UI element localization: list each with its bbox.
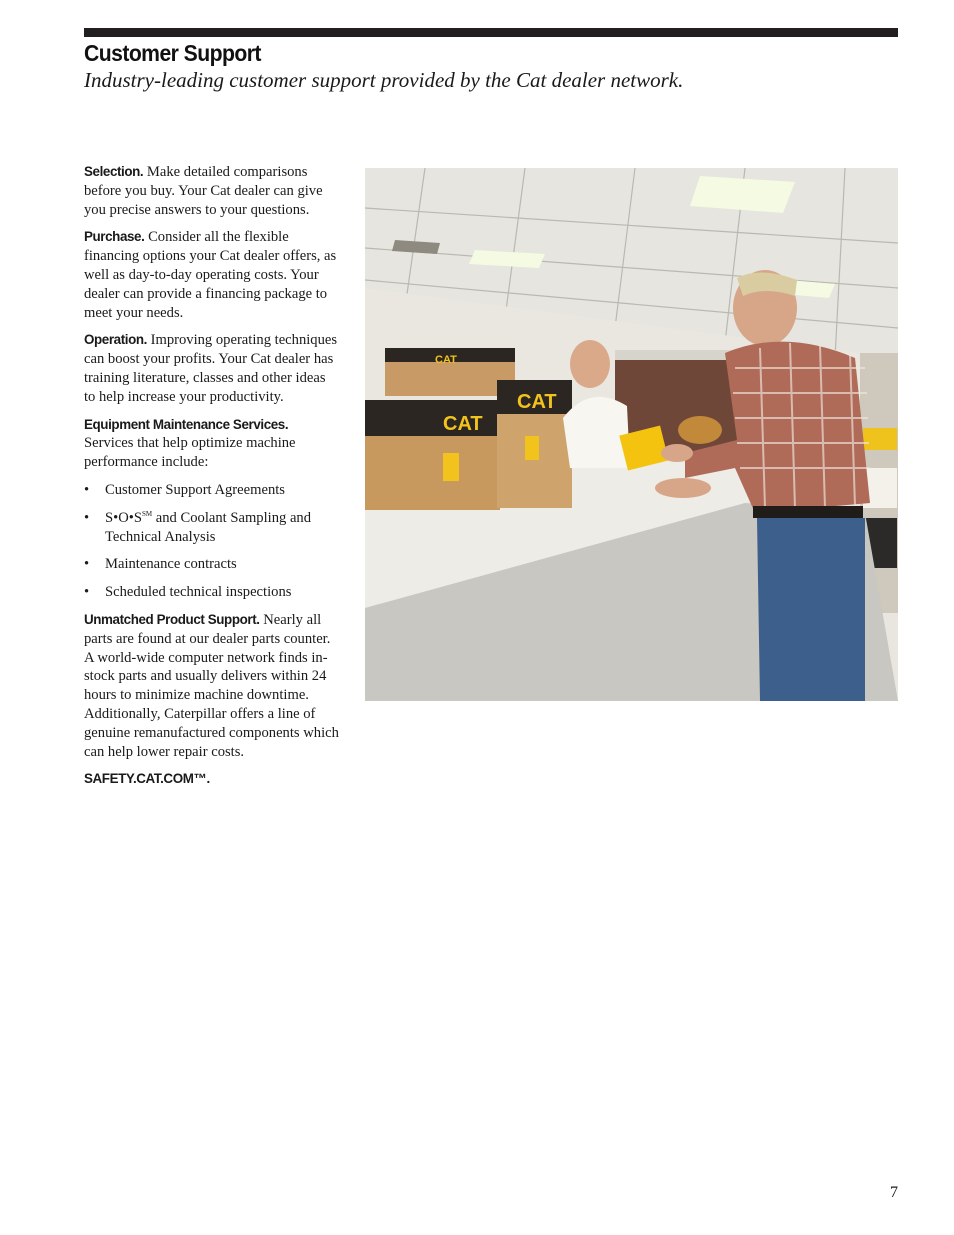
counter-part: [678, 416, 722, 444]
cat-logo: CAT: [443, 413, 483, 435]
purchase-paragraph: [84, 228, 340, 322]
cat-logo: CAT: [517, 391, 557, 413]
clerk-head: [570, 340, 610, 388]
selection-paragraph: [84, 163, 340, 219]
product-support-lead: Unmatched Product Support.: [84, 611, 260, 627]
customer-hand: [661, 444, 693, 462]
cat-logo: CAT: [435, 354, 457, 366]
purchase-lead: Purchase.: [84, 229, 145, 245]
page-title: Customer Support: [84, 40, 261, 66]
text-column: [84, 163, 340, 798]
maintenance-list: [84, 481, 340, 602]
clerk-shirt: [563, 397, 630, 468]
dealer-counter-photo: [365, 168, 898, 701]
safety-link[interactable]: SAFETY.CAT.COM™.: [84, 771, 210, 787]
list-item: [84, 509, 340, 547]
product-support-paragraph: [84, 611, 340, 761]
operation-lead: Operation.: [84, 332, 147, 348]
customer-belt: [753, 506, 863, 518]
purchase-text: Consider all the flexible financing options your Cat dealer offers, as well as day-to-day operating costs. Your dealer can provide a financing package to meet your needs.: [84, 229, 337, 321]
box-label: [443, 453, 459, 481]
maintenance-lead: Equipment Maintenance Services.: [84, 416, 289, 432]
sos-label: S•O•S: [105, 509, 142, 526]
product-support-text: Nearly all parts are found at our dealer parts counter. A world-wide computer network finds in-stock parts and usually delivers within 24 hours to minimize machine downtime. Additionally, Caterpillar offers a line of genuine remanufactured components which can help lower repair costs.: [84, 611, 339, 760]
operation-text: Improving operating techniques can boost your profits. Your Cat dealer has training literature, classes and other ideas to help increase your productivity.: [84, 332, 338, 405]
list-item: • Maintenance contracts: [84, 555, 340, 574]
customer-hand: [655, 478, 711, 498]
list-item: • Scheduled technical inspections: [84, 583, 340, 602]
selection-text: Make detailed comparisons before you buy. Your Cat dealer can give you precise answers to your questions.: [84, 164, 323, 218]
page-number: 7: [890, 1184, 898, 1201]
service-mark: SM: [142, 509, 153, 518]
shelf-products: [863, 428, 897, 450]
maintenance-paragraph: [84, 416, 340, 472]
maintenance-text: Services that help optimize machine performance include:: [84, 435, 296, 471]
safety-paragraph: [84, 770, 340, 789]
photo-illustration: [365, 168, 898, 701]
selection-lead: Selection.: [84, 164, 144, 179]
header-rule: [84, 28, 898, 37]
customer-jeans: [757, 518, 865, 701]
list-item: • Customer Support Agreements: [84, 481, 340, 500]
sos-suffix: and Coolant Sampling and Technical Analysis: [105, 509, 312, 545]
page-subtitle: Industry-leading customer support provided by the Cat dealer network.: [84, 68, 684, 92]
operation-paragraph: [84, 331, 340, 406]
box-label: [525, 436, 539, 460]
